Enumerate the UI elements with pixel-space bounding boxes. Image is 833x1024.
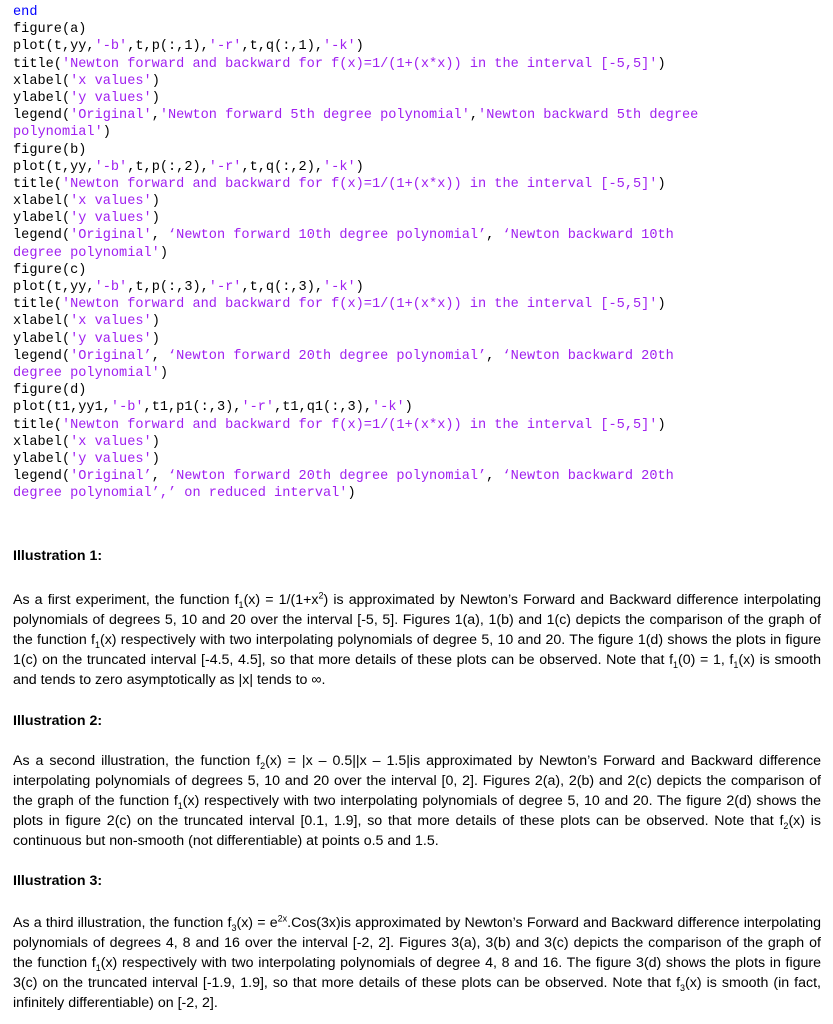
code-text: figure(b) [13, 142, 87, 158]
code-text: ) [355, 280, 364, 295]
code-line [13, 468, 823, 485]
code-text: ) [151, 314, 160, 330]
code-string: 'x values' [70, 314, 152, 330]
code-string: '-r' [208, 280, 242, 295]
code-string: 'x values' [70, 73, 152, 89]
code-string: '-k' [372, 400, 405, 416]
code-line [13, 56, 823, 73]
code-text: ,t,q(:,1), [241, 39, 324, 55]
code-string: '-k' [323, 159, 356, 175]
code-text: title( [13, 417, 62, 433]
code-text: figure(a) [13, 22, 87, 38]
code-string: 'Newton forward and backward for f(x)=1/(1+(x*x)) in the interval [-5,5]' [61, 297, 658, 313]
code-line [13, 417, 823, 434]
code-text: ) [355, 39, 364, 55]
code-string: 'x values' [70, 434, 152, 450]
code-text: xlabel( [13, 314, 71, 330]
code-line [13, 176, 823, 193]
code-string: ‘Newton backward 20th [502, 469, 674, 485]
code-text: , [151, 348, 169, 364]
code-line [13, 382, 823, 399]
code-text: ,t,q(:,3), [241, 280, 324, 295]
code-line [13, 262, 823, 279]
code-string: degree polynomial' [13, 365, 160, 381]
code-text: legend( [13, 469, 71, 485]
code-string: 'y values' [70, 451, 152, 467]
code-text: plot(t1,yy1, [13, 400, 111, 416]
code-line [13, 451, 823, 468]
code-text: ylabel( [13, 211, 71, 227]
code-text: ) [657, 56, 666, 72]
code-line [13, 159, 823, 176]
illustration-2-paragraph: As a second illustration, the function $f_2(x) = |x - 0.5||x - 1.5|is$ approximated by Newton’s Forward and Backward difference interpolating polynomials of degrees 5, 10 and 20 over the interval [0, 2]. Figures 2(a), 2(b) and 2(c) depicts the comparison of the graph of the function $f_1(x)$ respectively with two interpolating polynomials of degree 5, 10 and 20. The figure 2(d) shows the plots in figure 2(c) on the truncated interval [0.1, 1.9], so that more details of these plots can be observed. Note that $f_2(x)$ is continuous but non-smooth (not differentiable) at points o.5 and 1.5. [13, 753, 822, 850]
code-text: , [151, 108, 160, 124]
code-string: '-r' [208, 39, 242, 55]
code-text: figure(d) [13, 383, 87, 399]
code-line [13, 348, 823, 365]
code-text: ) [151, 434, 160, 450]
code-string: 'x values' [70, 194, 152, 210]
code-text: , [486, 469, 503, 485]
code-text: , [469, 108, 479, 124]
code-line [13, 38, 823, 55]
code-string: 'Newton forward and backward for f(x)=1/(1+(x*x)) in the interval [-5,5]' [61, 417, 658, 433]
code-string: 'y values' [70, 90, 152, 106]
code-text: plot(t,yy, [13, 280, 95, 295]
code-text: ,t1,p1(:,3), [143, 400, 242, 416]
code-string: ‘Newton backward 20th [502, 348, 674, 364]
code-string: '-r' [208, 159, 242, 175]
code-line [13, 296, 823, 313]
code-text: ,t,p(:,2), [127, 159, 209, 175]
code-text: plot(t,yy, [13, 159, 95, 175]
code-text: title( [13, 297, 62, 313]
code-text: ) [151, 211, 160, 227]
code-text: ,t,p(:,3), [127, 280, 209, 295]
code-string: ‘Newton backward 10th [502, 228, 674, 244]
code-text: ) [151, 90, 160, 106]
code-text: legend( [13, 108, 71, 124]
code-text: ,t1,q1(:,3), [274, 400, 372, 416]
code-line [13, 124, 823, 141]
code-text: ) [151, 451, 160, 467]
code-keyword: end [13, 5, 38, 20]
code-line [13, 21, 823, 38]
code-string: degree polynomial’,’ on reduced interval' [13, 486, 348, 502]
code-line [13, 434, 823, 451]
code-text: legend( [13, 228, 71, 244]
code-text: , [151, 228, 169, 244]
code-string: ‘Newton forward 20th degree polynomial’ [168, 348, 487, 364]
code-line [13, 227, 823, 244]
code-string: 'Newton forward and backward for f(x)=1/(1+(x*x)) in the interval [-5,5]' [61, 56, 658, 72]
code-string: 'Newton forward 5th degree polynomial' [159, 108, 470, 124]
code-line [13, 210, 823, 227]
code-line [13, 4, 823, 21]
code-line [13, 279, 823, 296]
code-text: xlabel( [13, 434, 71, 450]
code-text: ) [355, 159, 364, 175]
code-text: , [151, 469, 169, 485]
code-text: ) [159, 365, 169, 381]
code-text: plot(t,yy, [13, 39, 95, 55]
code-line [13, 193, 823, 210]
code-string: 'Original’ [70, 469, 152, 485]
code-text: ) [159, 245, 169, 261]
code-text: title( [13, 56, 62, 72]
code-text: , [486, 348, 503, 364]
code-string: ‘Newton forward 20th degree polynomial’ [168, 469, 487, 485]
code-string: '-b' [110, 400, 144, 416]
matlab-code-block [13, 4, 823, 502]
code-text: ) [347, 486, 356, 502]
code-string: 'Original' [70, 228, 152, 244]
code-string: '-k' [323, 280, 356, 295]
code-string: '-b' [94, 159, 128, 175]
code-line [13, 107, 823, 124]
code-string: '-k' [323, 39, 356, 55]
illustration-2-heading: Illustration 2: [13, 713, 103, 729]
code-string: ‘Newton forward 10th degree polynomial’ [168, 228, 487, 244]
code-string: polynomial' [13, 125, 103, 141]
code-string: 'Newton backward 5th degree [478, 108, 699, 124]
code-line [13, 365, 823, 382]
code-text: xlabel( [13, 73, 71, 89]
illustration-3-paragraph: As a third illustration, the function $f_3(x) = e^{2x}.Cos(3x)is$ approximated by Newton’s Forward and Backward difference interpolating polynomials of degrees 4, 8 and 16 over the interval [-2, 2]. Figures 3(a), 3(b) and 3(c) depicts the comparison of the graph of the function $f_1(x)$ respectively with two interpolating polynomials of degree 4, 8 and 16. The figure 3(d) shows the plots in figure 3(c) on the truncated interval [-1.9, 1.9], so that more details of these plots can be observed. Note that $f_3(x)$ is smooth (in fact, infinitely differentiable) on [-2, 2]. [13, 913, 821, 1012]
code-string: 'y values' [70, 211, 152, 227]
code-text: ,t,q(:,2), [241, 159, 324, 175]
code-text: ) [657, 176, 666, 192]
code-line [13, 90, 823, 107]
illustration-3-heading: Illustration 3: [13, 873, 103, 889]
code-line [13, 245, 823, 262]
code-text: ,t,p(:,1), [127, 39, 209, 55]
code-string: 'Original' [70, 108, 152, 124]
code-text: , [486, 228, 503, 244]
code-line [13, 73, 823, 90]
code-text: xlabel( [13, 194, 71, 210]
code-line [13, 142, 823, 159]
code-string: 'y values' [70, 331, 152, 347]
code-text: ) [151, 194, 160, 210]
illustration-1-heading: Illustration 1: [13, 548, 103, 564]
code-text: ) [404, 400, 413, 416]
code-string: 'Newton forward and backward for f(x)=1/(1+(x*x)) in the interval [-5,5]' [61, 176, 658, 192]
code-line [13, 331, 823, 348]
code-text: ) [151, 331, 160, 347]
code-line [13, 485, 823, 502]
code-text: ) [151, 73, 160, 89]
code-string: '-b' [94, 280, 128, 295]
code-text: ylabel( [13, 331, 71, 347]
code-text: ) [657, 417, 666, 433]
code-text: legend( [13, 348, 71, 364]
code-string: '-b' [94, 39, 128, 55]
code-line [13, 313, 823, 330]
code-string: 'Original’ [70, 348, 152, 364]
code-string: degree polynomial' [13, 245, 160, 261]
code-text: ylabel( [13, 90, 71, 106]
code-text: ylabel( [13, 451, 71, 467]
illustration-1-paragraph: As a first experiment, the function $f_1(x) = 1/(1+x^2)$ is approximated by Newton’s Forward and Backward difference interpolating polynomials of degrees 5, 10 and 20 over the interval [-5, 5]. Figures 1(a), 1(b) and 1(c) depicts the comparison of the graph of the function $f_1(x)$ respectively with two interpolating polynomials of degree 5, 10 and 20. The figure 1(d) shows the plots in figure 1(c) on the truncated interval [-4.5, 4.5], so that more details of these plots can be observed. Note that $f_1(0) = 1$, $f_1(x)$ is smooth and tends to zero asymptotically as |x| tends to ∞. [13, 590, 821, 689]
code-text: figure(c) [13, 262, 87, 278]
code-text: ) [102, 125, 111, 141]
code-line [13, 399, 823, 416]
code-string: '-r' [241, 400, 275, 416]
code-text: title( [13, 176, 62, 192]
code-text: ) [657, 297, 666, 313]
